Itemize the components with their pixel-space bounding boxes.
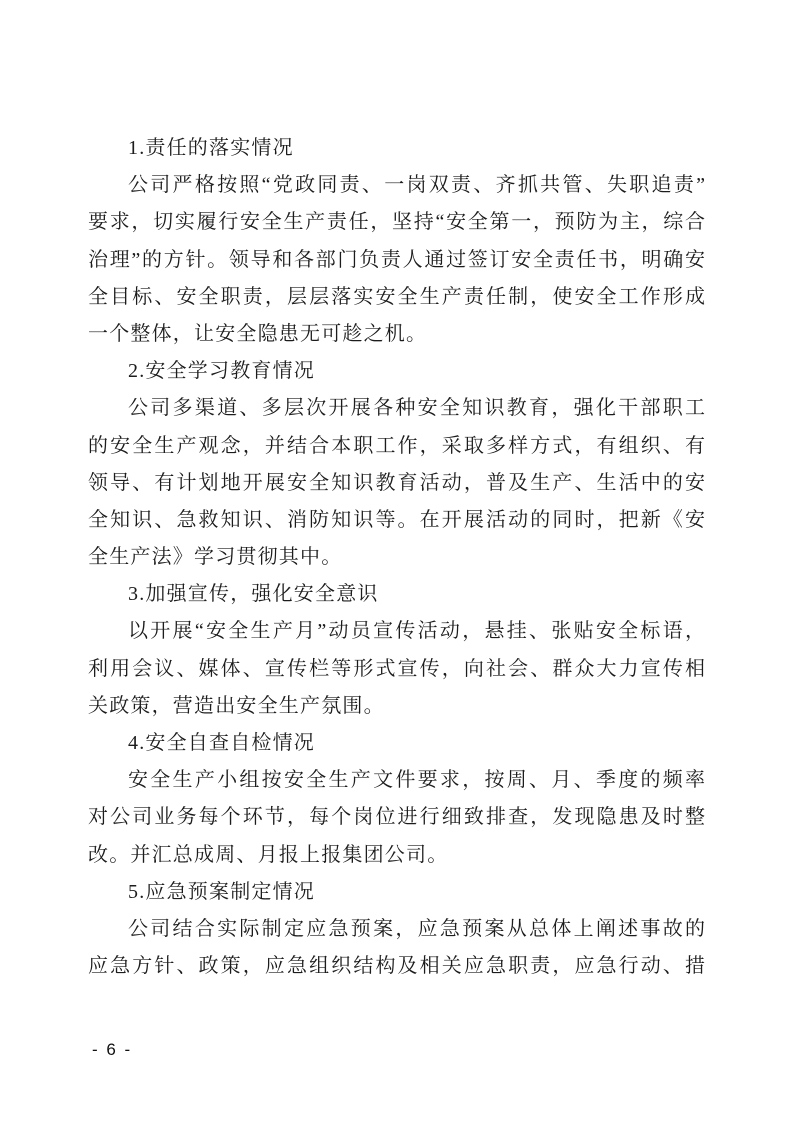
text-line: 一个整体，让安全隐患无可趁之机。 bbox=[88, 322, 428, 345]
section-4-heading: 4.安全自查自检情况 bbox=[128, 732, 315, 754]
section-1-heading: 1.责任的落实情况 bbox=[128, 137, 294, 159]
section-3-heading: 3.加强宣传，强化安全意识 bbox=[128, 583, 379, 606]
text-line: 改。并汇总成周、月报上报集团公司。 bbox=[88, 843, 449, 866]
text-line: 公司多渠道、多层次开展各种安全知识教育，强化干部职工 bbox=[128, 397, 705, 420]
section-2-heading: 2.安全学习教育情况 bbox=[128, 360, 315, 383]
text-line: 公司严格按照“党政同责、一岗双责、齐抓共管、失职追责” bbox=[128, 174, 705, 197]
text-line: 利用会议、媒体、宣传栏等形式宣传，向社会、群众大力宣传相 bbox=[88, 657, 705, 680]
text-line: 治理”的方针。领导和各部门负责人通过签订安全责任书，明确安 bbox=[88, 248, 705, 271]
text-line: 关政策，营造出安全生产氛围。 bbox=[88, 694, 385, 717]
text-line: 全生产法》学习贯彻其中。 bbox=[88, 546, 343, 569]
text-line: 的安全生产观念，并结合本职工作，采取多样方式，有组织、有 bbox=[88, 434, 705, 457]
text-line: 应急方针、政策，应急组织结构及相关应急职责，应急行动、措 bbox=[88, 955, 705, 978]
text-line: 以开展“安全生产月”动员宣传活动，悬挂、张贴安全标语， bbox=[128, 620, 705, 643]
page-number: - 6 - bbox=[92, 1040, 133, 1059]
text-line: 安全生产小组按安全生产文件要求，按周、月、季度的频率 bbox=[128, 769, 705, 792]
document-body bbox=[88, 130, 705, 985]
text-line: 公司结合实际制定应急预案，应急预案从总体上阐述事故的 bbox=[128, 917, 705, 940]
text-line: 要求，切实履行安全生产责任，坚持“安全第一，预防为主，综合 bbox=[88, 211, 705, 234]
text-line: 全目标、安全职责，层层落实安全生产责任制，使安全工作形成 bbox=[88, 285, 705, 308]
section-5-heading: 5.应急预案制定情况 bbox=[128, 880, 315, 903]
text-line: 全知识、急救知识、消防知识等。在开展活动的同时，把新《安 bbox=[88, 508, 705, 531]
text-line: 领导、有计划地开展安全知识教育活动，普及生产、生活中的安 bbox=[88, 471, 705, 494]
text-line: 对公司业务每个环节，每个岗位进行细致排查，发现隐患及时整 bbox=[88, 806, 705, 829]
